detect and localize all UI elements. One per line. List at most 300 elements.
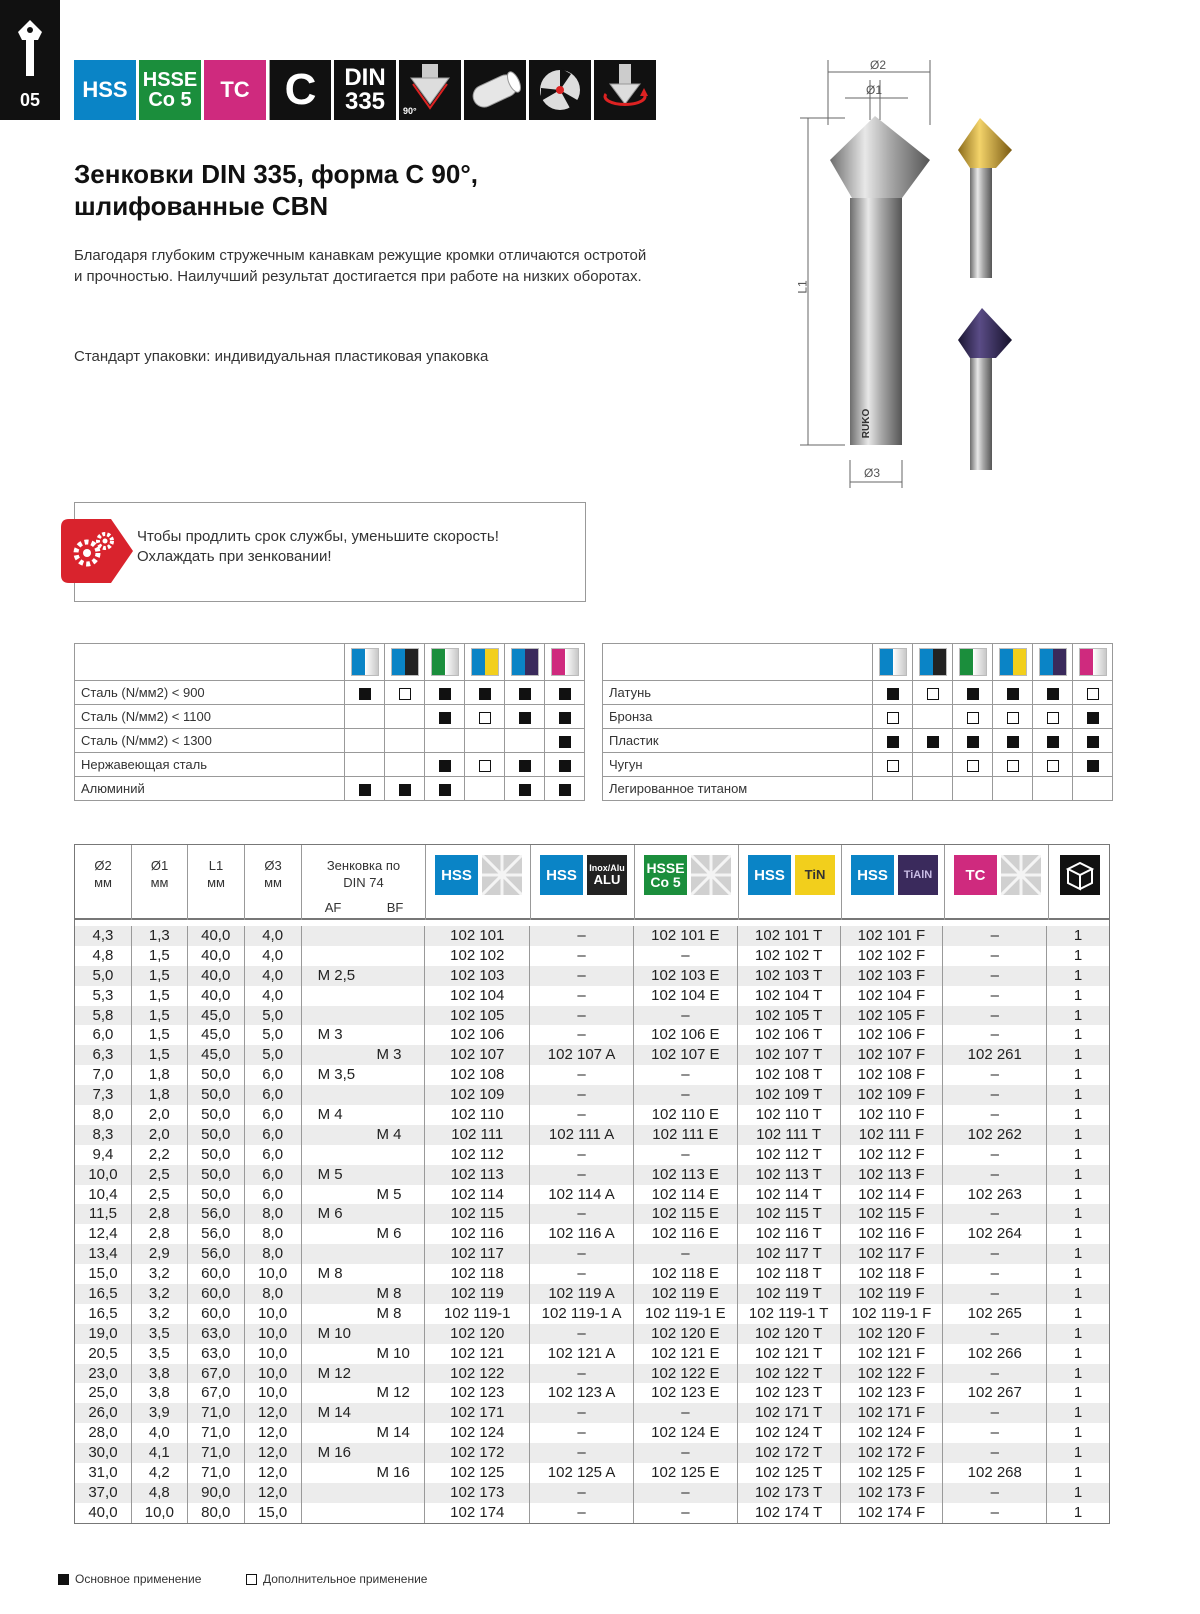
table-cell: 1 — [1046, 1185, 1109, 1205]
primary-use-mark — [887, 688, 899, 700]
table-cell: 12,0 — [244, 1443, 301, 1463]
table-cell: – — [942, 1403, 1046, 1423]
material-label: Сталь (N/мм2) < 1100 — [75, 705, 345, 729]
table-cell: 102 111 A — [529, 1125, 633, 1145]
material-applicability-table-right — [602, 643, 1113, 801]
table-cell: 102 110 F — [840, 1105, 943, 1125]
table-cell — [362, 1105, 424, 1125]
table-cell: 5,8 — [92, 1006, 114, 1024]
table-cell: 1 — [1046, 986, 1109, 1006]
table-cell — [301, 1145, 363, 1165]
table-cell: – — [529, 966, 633, 986]
table-cell: 102 174 T — [737, 1503, 840, 1523]
notice-box — [74, 502, 586, 602]
table-cell: – — [633, 1503, 737, 1523]
table-cell: 102 104 F — [840, 986, 943, 1006]
table-cell: 1 — [1046, 1045, 1109, 1065]
table-cell: M 6 — [376, 1225, 402, 1243]
hss-alu-swatch — [391, 648, 419, 676]
table-cell: 6,0 — [244, 1065, 301, 1085]
secondary-use-mark — [967, 712, 979, 724]
table-cell: – — [529, 1006, 633, 1026]
product-table-header — [75, 845, 1109, 920]
table-cell: 1 — [1046, 1125, 1109, 1145]
table-cell: – — [529, 1503, 633, 1523]
primary-use-mark — [519, 784, 531, 796]
table-cell: – — [942, 1145, 1046, 1165]
table-cell: 102 265 — [942, 1304, 1046, 1324]
table-cell: 10,0 — [88, 1165, 118, 1183]
table-cell: 3,2 — [131, 1304, 187, 1324]
table-row — [75, 1324, 1109, 1344]
table-cell: 102 121 T — [737, 1344, 840, 1364]
table-row — [75, 1185, 1109, 1205]
col-af: AF — [324, 900, 342, 915]
table-cell: – — [942, 1364, 1046, 1384]
table-row — [75, 1344, 1109, 1364]
table-cell: 5,3 — [92, 986, 114, 1004]
col-hss-alu: HSS Inox/Alu ALU — [530, 845, 634, 920]
rotation-icon — [594, 60, 656, 120]
filled-square-icon — [58, 1574, 69, 1585]
table-cell: M 16 — [376, 1464, 410, 1482]
table-cell: M 3 — [301, 1025, 363, 1045]
table-cell — [362, 926, 424, 946]
table-row — [75, 966, 1109, 986]
table-row — [75, 1483, 1109, 1503]
hss-badge: HSS — [74, 60, 136, 120]
table-cell: 102 109 F — [840, 1085, 943, 1105]
table-cell: 102 174 F — [840, 1503, 943, 1523]
table-row — [75, 926, 1109, 946]
table-cell: 90,0 — [187, 1483, 244, 1503]
gears-icon — [61, 519, 133, 583]
table-cell: 63,0 — [187, 1344, 244, 1364]
table-cell — [362, 1145, 424, 1165]
brand-engraving: RUKO — [861, 408, 873, 439]
din-335-badge: DIN 335 — [334, 60, 396, 120]
table-cell: – — [633, 1443, 737, 1463]
table-cell: 50,0 — [187, 1085, 244, 1105]
table-cell: 102 113 T — [737, 1165, 840, 1185]
table-cell — [301, 1045, 363, 1065]
material-row — [603, 681, 1113, 705]
primary-use-mark — [519, 688, 531, 700]
tc-swatch — [1079, 648, 1107, 676]
table-cell: 5,0 — [244, 1006, 301, 1026]
table-cell: 31,0 — [88, 1464, 118, 1482]
material-row — [603, 729, 1113, 753]
table-cell: 102 125 — [424, 1463, 529, 1483]
col-hss-tialn: HSS TiAlN — [841, 845, 944, 920]
hss-tin-swatch — [999, 648, 1027, 676]
table-cell: 6,0 — [244, 1145, 301, 1165]
table-cell: – — [942, 1423, 1046, 1443]
table-cell: 4,8 — [131, 1483, 187, 1503]
primary-use-mark — [967, 736, 979, 748]
table-cell: 102 172 — [424, 1443, 529, 1463]
table-cell: 7,3 — [92, 1086, 114, 1104]
table-cell — [362, 1324, 424, 1344]
table-cell: 102 107 A — [529, 1045, 633, 1065]
table-row — [75, 946, 1109, 966]
hsse-swatch — [431, 648, 459, 676]
table-cell: 102 119-1 F — [840, 1304, 943, 1324]
table-cell: 1,8 — [131, 1065, 187, 1085]
table-row — [75, 1165, 1109, 1185]
table-cell — [301, 1503, 363, 1523]
table-cell — [301, 1244, 363, 1264]
table-cell: 12,0 — [244, 1403, 301, 1423]
table-cell: 102 125 A — [529, 1463, 633, 1483]
table-cell: 3,9 — [131, 1403, 187, 1423]
table-cell: 50,0 — [187, 1105, 244, 1125]
table-cell: 8,0 — [244, 1204, 301, 1224]
table-cell: M 5 — [376, 1185, 402, 1203]
chapter-number: 05 — [19, 90, 41, 110]
table-cell: 5,0 — [92, 966, 114, 984]
hss-alu-swatch — [919, 648, 947, 676]
table-cell — [362, 966, 424, 986]
table-cell: 102 114 — [424, 1185, 529, 1205]
table-cell: 102 121 F — [840, 1344, 943, 1364]
table-cell: 8,0 — [244, 1284, 301, 1304]
table-cell — [301, 926, 363, 946]
table-cell: – — [529, 1065, 633, 1085]
table-cell: 102 107 E — [633, 1045, 737, 1065]
table-cell: 2,2 — [131, 1145, 187, 1165]
table-cell: 102 267 — [942, 1383, 1046, 1403]
primary-use-mark — [1087, 736, 1099, 748]
table-cell: 102 107 — [424, 1045, 529, 1065]
notice-line-2: Охлаждать при зенковании! — [137, 548, 332, 565]
table-cell: 1,5 — [131, 946, 187, 966]
table-cell: 102 118 E — [633, 1264, 737, 1284]
table-cell: 102 108 F — [840, 1065, 943, 1085]
table-cell: 50,0 — [187, 1065, 244, 1085]
table-cell: 15,0 — [88, 1265, 118, 1283]
table-cell — [362, 1204, 424, 1224]
table-cell: 102 122 E — [633, 1364, 737, 1384]
table-cell: 102 111 T — [737, 1125, 840, 1145]
table-cell: 102 174 — [424, 1503, 529, 1523]
table-cell — [301, 1304, 363, 1324]
secondary-use-mark — [399, 688, 411, 700]
table-cell: 71,0 — [187, 1423, 244, 1443]
table-cell: M 4 — [376, 1125, 402, 1143]
table-cell — [362, 1085, 424, 1105]
table-cell — [362, 1065, 424, 1085]
table-row — [75, 1145, 1109, 1165]
table-cell: – — [529, 946, 633, 966]
table-cell: 102 113 F — [840, 1165, 943, 1185]
table-cell: 5,0 — [244, 1025, 301, 1045]
table-cell: 1 — [1046, 1503, 1109, 1523]
table-cell — [362, 1503, 424, 1523]
table-cell: – — [942, 1065, 1046, 1085]
table-cell: 1,5 — [131, 986, 187, 1006]
form-c-badge: C — [269, 60, 331, 120]
table-cell: 56,0 — [187, 1244, 244, 1264]
table-cell: 102 106 F — [840, 1025, 943, 1045]
table-cell — [362, 1165, 424, 1185]
table-cell: 1 — [1046, 1085, 1109, 1105]
table-cell: 102 101 F — [840, 926, 943, 946]
table-row — [75, 1264, 1109, 1284]
table-cell: 40,0 — [88, 1503, 118, 1521]
table-cell: 102 115 E — [633, 1204, 737, 1224]
table-cell: 102 102 — [424, 946, 529, 966]
table-cell: 2,5 — [131, 1165, 187, 1185]
table-cell: – — [529, 1165, 633, 1185]
table-cell: 40,0 — [187, 926, 244, 946]
secondary-use-mark — [1007, 760, 1019, 772]
material-label: Легированное титаном — [603, 777, 873, 801]
table-cell: – — [529, 1443, 633, 1463]
table-cell: 102 173 T — [737, 1483, 840, 1503]
table-cell: 102 108 T — [737, 1065, 840, 1085]
table-cell: 102 111 — [424, 1125, 529, 1145]
table-cell: 6,0 — [244, 1125, 301, 1145]
product-drawing: Ø2 Ø1 L1 Ø3 RUKO — [790, 50, 1050, 515]
table-cell: 1 — [1046, 1383, 1109, 1403]
table-cell: 102 120 — [424, 1324, 529, 1344]
table-cell: 102 124 — [424, 1423, 529, 1443]
table-cell: 102 116 E — [633, 1224, 737, 1244]
table-cell: 102 117 T — [737, 1244, 840, 1264]
table-cell: – — [529, 1364, 633, 1384]
table-cell: 9,4 — [92, 1145, 114, 1163]
table-cell: 10,0 — [244, 1264, 301, 1284]
table-cell: 102 119-1 E — [633, 1304, 737, 1324]
table-cell: 1 — [1046, 1364, 1109, 1384]
table-cell: – — [633, 1006, 737, 1026]
table-row — [75, 1244, 1109, 1264]
material-label: Чугун — [603, 753, 873, 777]
col-tc: TC — [944, 845, 1048, 920]
table-cell: M 2,5 — [301, 966, 363, 986]
table-cell: 30,0 — [88, 1444, 118, 1462]
table-cell: – — [633, 946, 737, 966]
table-cell: 102 124 E — [633, 1423, 737, 1443]
primary-use-mark — [559, 736, 571, 748]
secondary-use-mark — [887, 712, 899, 724]
table-cell: 1 — [1046, 1025, 1109, 1045]
table-cell: 1 — [1046, 1264, 1109, 1284]
table-cell: 102 123 F — [840, 1383, 943, 1403]
table-cell: 40,0 — [187, 946, 244, 966]
table-cell: 67,0 — [187, 1383, 244, 1403]
table-cell: 2,9 — [131, 1244, 187, 1264]
table-cell: M 8 — [376, 1304, 402, 1322]
table-cell: M 3 — [376, 1046, 402, 1064]
table-cell: – — [633, 1145, 737, 1165]
material-row — [603, 705, 1113, 729]
table-cell: 6,0 — [244, 1165, 301, 1185]
table-cell: 23,0 — [88, 1364, 118, 1382]
table-cell: 1,5 — [131, 1025, 187, 1045]
table-cell: 102 123 A — [529, 1383, 633, 1403]
table-cell — [301, 1185, 363, 1205]
table-cell: 4,0 — [244, 946, 301, 966]
primary-use-mark — [1087, 712, 1099, 724]
table-row — [75, 1383, 1109, 1403]
table-row — [75, 1423, 1109, 1443]
primary-use-mark — [887, 736, 899, 748]
table-cell: 12,0 — [244, 1463, 301, 1483]
table-cell: 102 112 T — [737, 1145, 840, 1165]
table-cell: 102 118 F — [840, 1264, 943, 1284]
table-cell: 102 120 F — [840, 1324, 943, 1344]
table-cell: 8,0 — [244, 1244, 301, 1264]
table-cell: – — [529, 1145, 633, 1165]
table-cell: 102 115 F — [840, 1204, 943, 1224]
table-cell: 102 106 E — [633, 1025, 737, 1045]
table-cell: 102 117 — [424, 1244, 529, 1264]
table-cell — [301, 1224, 363, 1244]
table-cell: 1 — [1046, 1463, 1109, 1483]
table-cell: 102 109 — [424, 1085, 529, 1105]
material-row — [75, 729, 585, 753]
page-title: Зенковки DIN 335, форма С 90°, шлифованные CBN — [74, 159, 478, 221]
table-cell: 102 124 T — [737, 1423, 840, 1443]
table-cell: 1,5 — [131, 966, 187, 986]
table-cell: 40,0 — [187, 986, 244, 1006]
table-cell: 102 112 F — [840, 1145, 943, 1165]
table-cell: 3,5 — [131, 1324, 187, 1344]
primary-use-mark — [359, 784, 371, 796]
table-cell: 102 111 E — [633, 1125, 737, 1145]
table-cell: 1,8 — [131, 1085, 187, 1105]
table-cell — [362, 1443, 424, 1463]
table-cell: 102 264 — [942, 1224, 1046, 1244]
description: Благодаря глубоким стружечным канавкам режущие кромки отличаются остротой и прочностью. Наилучший результат достигается при работе на низких оборотах. — [74, 247, 647, 285]
table-cell: 102 173 F — [840, 1483, 943, 1503]
table-cell: – — [942, 986, 1046, 1006]
table-cell: 1,3 — [131, 926, 187, 946]
table-cell: 102 110 — [424, 1105, 529, 1125]
table-cell: – — [942, 966, 1046, 986]
primary-use-mark — [399, 784, 411, 796]
col-package-qty — [1048, 845, 1111, 920]
table-cell: 3,2 — [131, 1284, 187, 1304]
table-cell: 102 123 T — [737, 1383, 840, 1403]
table-cell: 1 — [1046, 1403, 1109, 1423]
table-cell: – — [529, 1423, 633, 1443]
table-cell: 1 — [1046, 1443, 1109, 1463]
table-cell: 2,5 — [131, 1185, 187, 1205]
chapter-tab — [0, 0, 60, 120]
table-cell: 16,5 — [88, 1304, 118, 1322]
primary-use-mark — [519, 760, 531, 772]
table-cell: 102 261 — [942, 1045, 1046, 1065]
table-cell: 102 119-1 — [424, 1304, 529, 1324]
table-cell: 102 103 T — [737, 966, 840, 986]
table-cell: 102 108 — [424, 1065, 529, 1085]
table-cell: 71,0 — [187, 1463, 244, 1483]
table-cell: 10,0 — [244, 1304, 301, 1324]
table-cell: 50,0 — [187, 1165, 244, 1185]
table-cell: M 3,5 — [301, 1065, 363, 1085]
table-cell: 102 120 E — [633, 1324, 737, 1344]
table-cell: 12,4 — [88, 1225, 118, 1243]
table-cell — [301, 1423, 363, 1443]
table-cell: 102 115 — [424, 1204, 529, 1224]
table-cell: 102 102 T — [737, 946, 840, 966]
col-hsse: HSSE Co 5 — [634, 845, 738, 920]
table-cell: 16,5 — [88, 1285, 118, 1303]
table-cell — [301, 1383, 363, 1403]
table-cell: 102 263 — [942, 1185, 1046, 1205]
table-cell — [362, 1403, 424, 1423]
table-cell: 25,0 — [88, 1384, 118, 1402]
hss-tialn-swatch — [511, 648, 539, 676]
material-label: Нержавеющая сталь — [75, 753, 345, 777]
primary-use-mark — [1007, 736, 1019, 748]
table-cell: 1 — [1046, 926, 1109, 946]
primary-use-mark — [559, 712, 571, 724]
table-row — [75, 1364, 1109, 1384]
table-cell: M 10 — [301, 1324, 363, 1344]
table-cell: 37,0 — [88, 1483, 118, 1501]
primary-use-mark — [439, 688, 451, 700]
table-cell — [362, 1264, 424, 1284]
table-cell: 102 114 T — [737, 1185, 840, 1205]
table-cell: 50,0 — [187, 1185, 244, 1205]
table-cell — [301, 986, 363, 1006]
table-cell — [301, 1463, 363, 1483]
table-cell: – — [942, 1204, 1046, 1224]
table-cell: 1 — [1046, 1224, 1109, 1244]
table-cell: 3,5 — [131, 1344, 187, 1364]
table-cell: 4,8 — [92, 946, 114, 964]
table-row — [75, 1065, 1109, 1085]
table-cell: – — [529, 1483, 633, 1503]
table-cell: 2,8 — [131, 1204, 187, 1224]
table-cell: 102 119-1 A — [529, 1304, 633, 1324]
table-cell: 102 121 A — [529, 1344, 633, 1364]
table-cell: M 10 — [376, 1344, 410, 1362]
table-cell: 1 — [1046, 1483, 1109, 1503]
table-cell: 10,0 — [244, 1324, 301, 1344]
table-cell: 50,0 — [187, 1145, 244, 1165]
table-cell: 6,0 — [92, 1026, 114, 1044]
table-cell: 102 116 F — [840, 1224, 943, 1244]
table-cell — [362, 1006, 424, 1026]
table-cell: 10,0 — [244, 1383, 301, 1403]
table-cell: – — [529, 1025, 633, 1045]
table-cell: – — [942, 1105, 1046, 1125]
primary-use-mark — [927, 736, 939, 748]
table-cell: – — [942, 1503, 1046, 1523]
table-row — [75, 1045, 1109, 1065]
tube-deburr-icon — [464, 60, 526, 120]
table-cell: 10,4 — [88, 1185, 118, 1203]
table-cell: 8,0 — [244, 1224, 301, 1244]
table-cell: 1 — [1046, 1344, 1109, 1364]
hsse-swatch — [959, 648, 987, 676]
table-cell: 80,0 — [187, 1503, 244, 1523]
table-cell: 12,0 — [244, 1423, 301, 1443]
table-cell: 60,0 — [187, 1264, 244, 1284]
material-label: Сталь (N/мм2) < 900 — [75, 681, 345, 705]
table-cell: M 12 — [376, 1384, 410, 1402]
table-cell: 102 104 T — [737, 986, 840, 1006]
legend-extra: Дополнительное применение — [246, 1572, 427, 1586]
table-cell: 11,5 — [88, 1205, 117, 1223]
table-cell: 56,0 — [187, 1224, 244, 1244]
box-icon — [1060, 855, 1100, 895]
